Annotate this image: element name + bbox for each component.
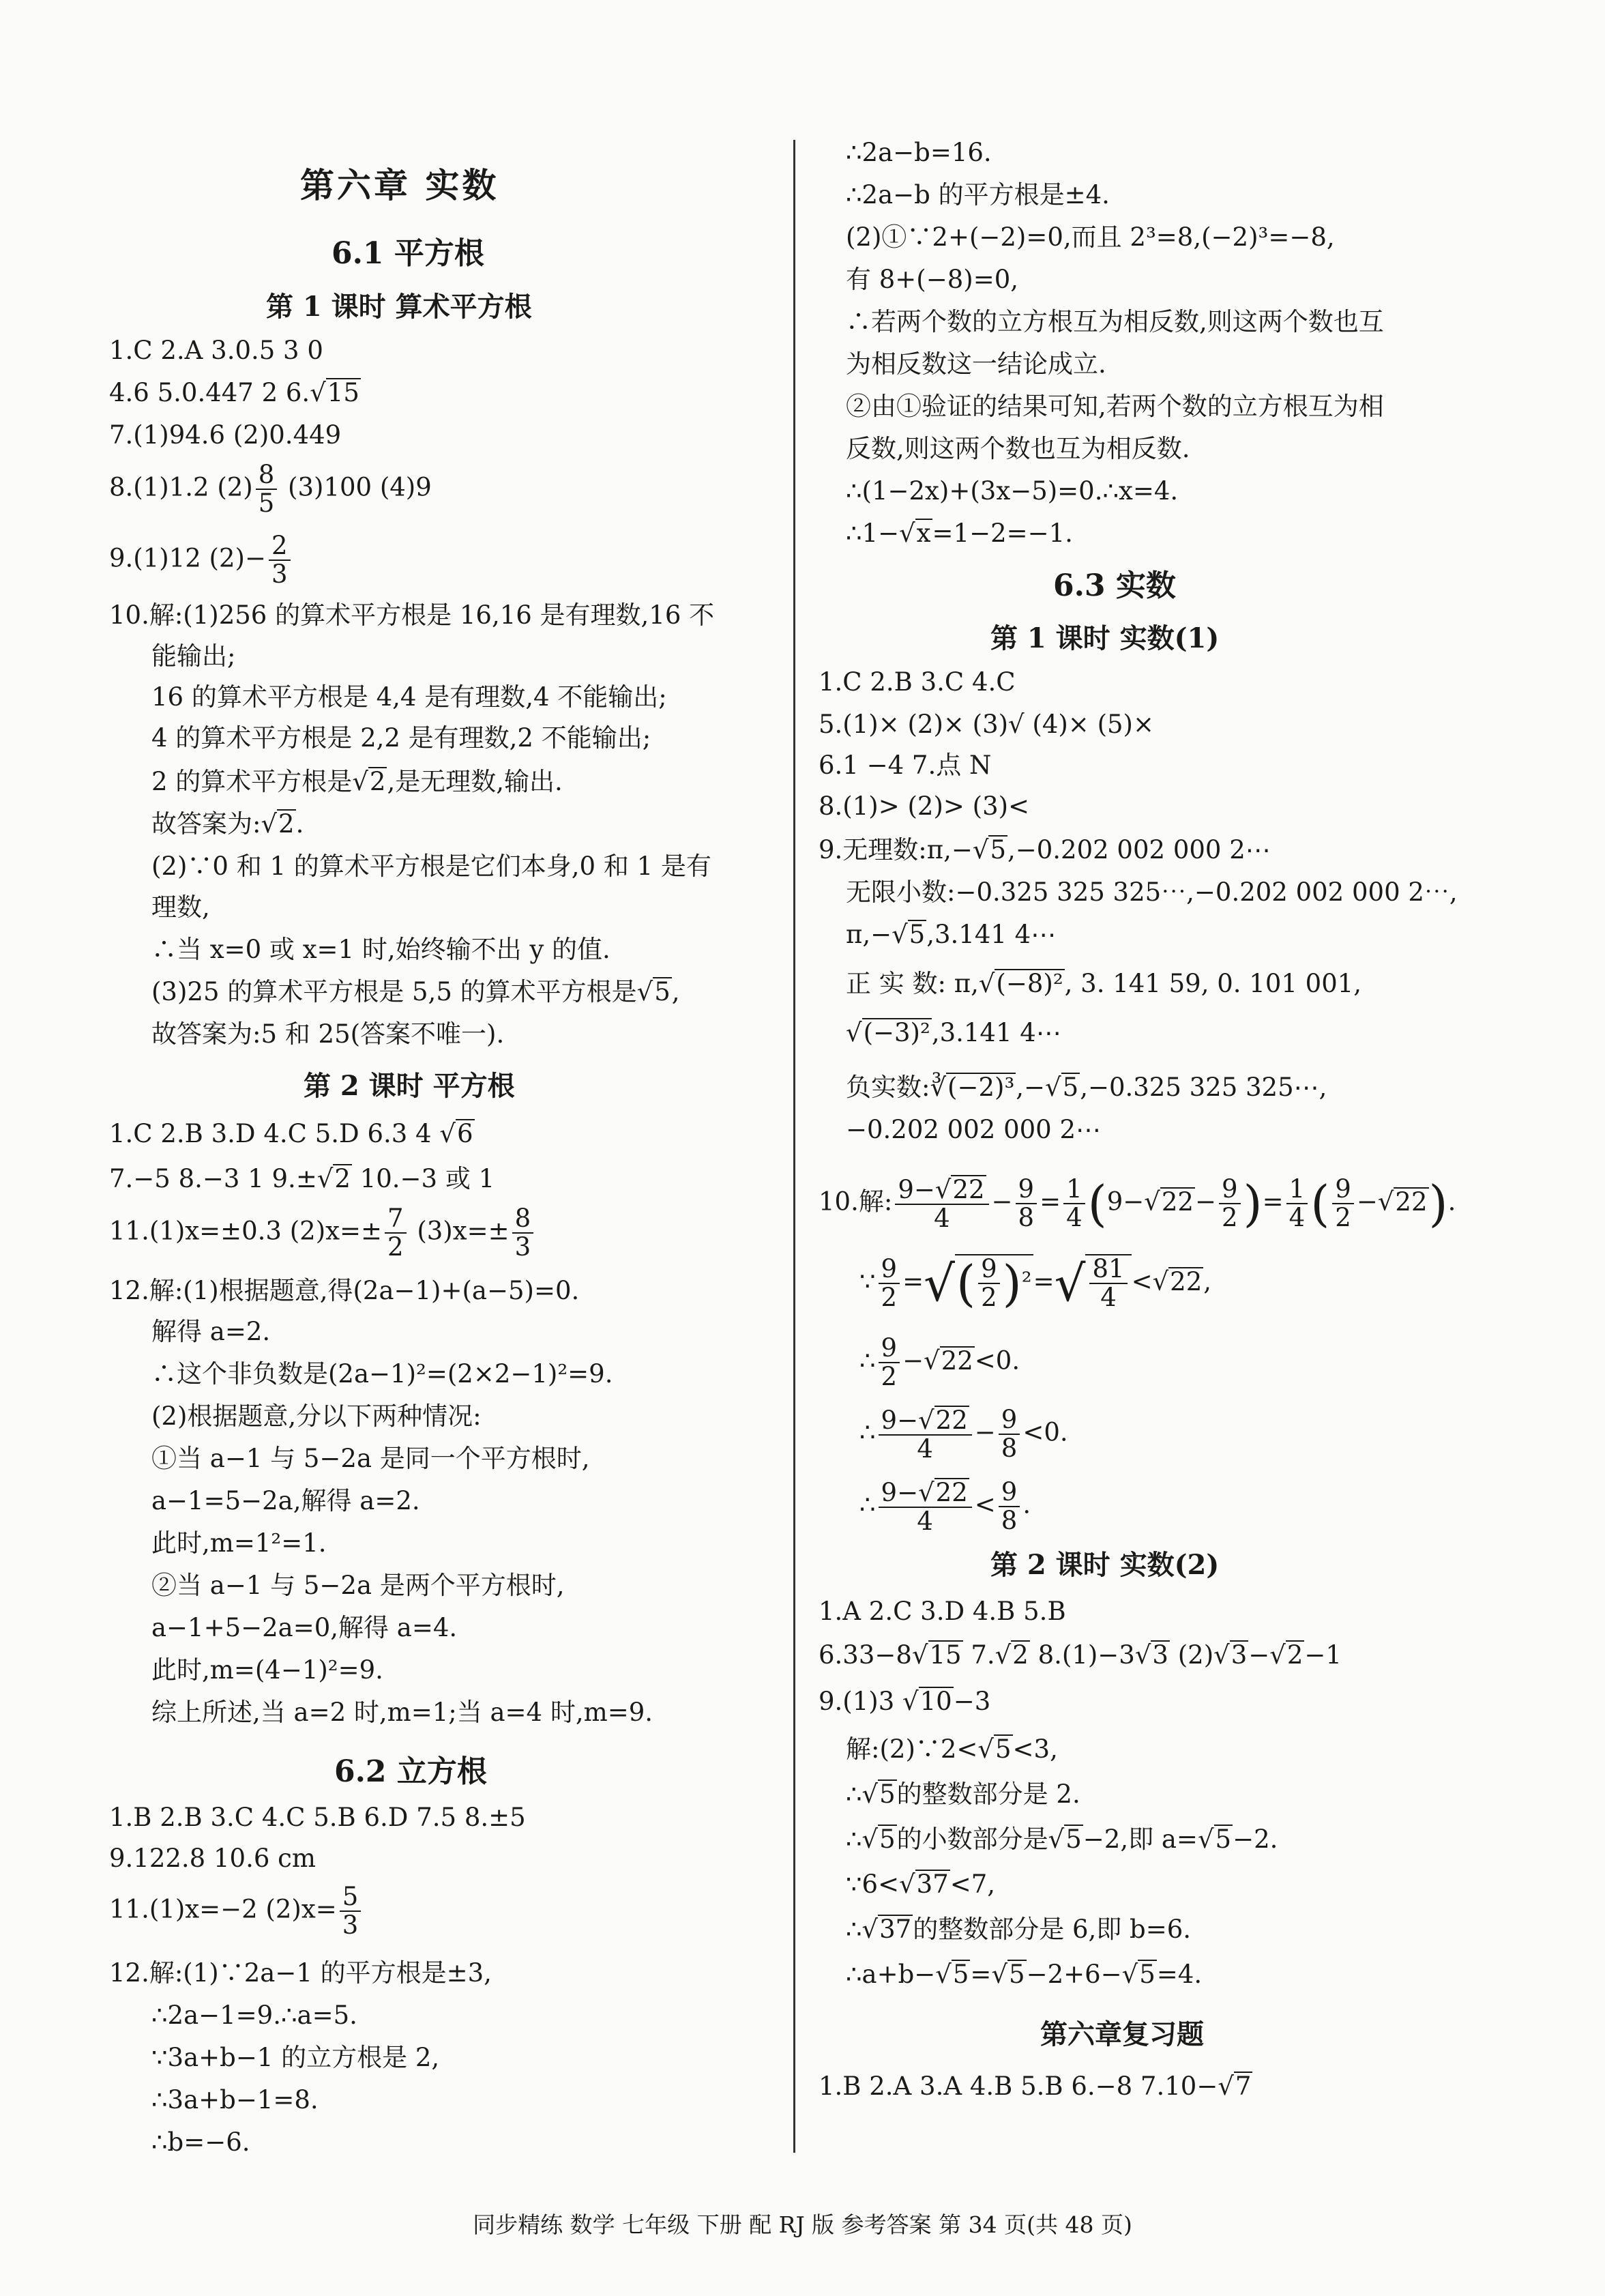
text-line: 解:(2)∵2<√5<3, (846, 1734, 1058, 1764)
page-footer: 同步精练 数学 七年级 下册 配 RJ 版 参考答案 第 34 页(共 48 页) (473, 2211, 1132, 2238)
section-title-6-1: 6.1 平方根 (332, 236, 484, 271)
text-line: ∴1−√x=1−2=−1. (846, 519, 1073, 548)
text-line: (2)∵0 和 1 的算术平方根是它们本身,0 和 1 是有 (151, 852, 711, 881)
text-line: 为相反数这一结论成立. (846, 349, 1106, 379)
answer-line: 9.(1)3 √10−3 (819, 1687, 991, 1716)
text-line: 解得 a=2. (151, 1317, 271, 1346)
text-line: (2)①∵2+(−2)=0,而且 2³=8,(−2)³=−8, (846, 222, 1335, 252)
left-column (0, 0, 791, 2296)
text-line: a−1=5−2a,解得 a=2. (151, 1486, 420, 1515)
text-line: ∵3a+b−1 的立方根是 2, (151, 2043, 440, 2072)
text-line: 16 的算术平方根是 4,4 是有理数,4 不能输出; (151, 682, 667, 712)
lesson-title: 第 2 课时 实数(2) (990, 1549, 1220, 1581)
text-line: ∴当 x=0 或 x=1 时,始终输不出 y 的值. (151, 935, 610, 964)
text-line: 正 实 数: π,√(−8)², 3. 141 59, 0. 101 001, (846, 969, 1362, 998)
text-line: ∴b=−6. (151, 2127, 250, 2157)
answer-line: 6.33−8√15 7.√2 8.(1)−3√3 (2)√3−√2−1 (819, 1640, 1342, 1670)
text-line: ∴2a−b=16. (846, 138, 992, 167)
answer-line: 11.(1)x=±0.3 (2)x=± $\frac{7}{2}$ (3)x=± $\frac{8}{3}$ (109, 1205, 536, 1261)
section-title-6-3: 6.3 实数 (1053, 568, 1176, 603)
math-line: ∴ $\frac{9-√22}{4}$ − $\frac{9}{8}$ <0. (859, 1405, 1068, 1464)
text-line: ∴2a−b 的平方根是±4. (846, 180, 1110, 209)
answer-line: 9.(1)12 (2)− $\frac{2}{3}$ (109, 532, 293, 588)
answer-line: 1.C 2.B 3.C 4.C (819, 667, 1016, 697)
text-line: ∴若两个数的立方根互为相反数,则这两个数也互 (846, 307, 1384, 336)
answer-line: 7.−5 8.−3 1 9.±√2 10.−3 或 1 (109, 1164, 495, 1193)
lesson-title: 第 1 课时 算术平方根 (266, 291, 532, 323)
text-line: ②由①验证的结果可知,若两个数的立方根互为相 (846, 392, 1384, 421)
text-line: √(−3)²,3.141 4⋯ (846, 1018, 1061, 1047)
text-line: 理数, (151, 892, 210, 922)
text-line: (2)根据题意,分以下两种情况: (151, 1401, 482, 1431)
answer-line: 1.B 2.A 3.A 4.B 5.B 6.−8 7.10−√7 (819, 2072, 1252, 2101)
text-line: ①当 a−1 与 5−2a 是同一个平方根时, (151, 1444, 590, 1473)
math-line: ∴ $\frac{9-√22}{4}$ < $\frac{9}{8}$ . (859, 1477, 1031, 1536)
text-line: 此时,m=1²=1. (151, 1528, 327, 1558)
text-line: 综上所述,当 a=2 时,m=1;当 a=4 时,m=9. (151, 1698, 653, 1727)
right-column (798, 0, 1605, 2296)
answer-line: 1.A 2.C 3.D 4.B 5.B (819, 1597, 1066, 1626)
text-line: 负实数:∛(−2)³,−√5,−0.325 325 325⋯, (846, 1073, 1327, 1102)
text-line: 9.无理数:π,−√5,−0.202 002 000 2⋯ (819, 835, 1271, 864)
text-line: 此时,m=(4−1)²=9. (151, 1655, 383, 1685)
text-line: 12.解:(1)∵2a−1 的平方根是±3, (109, 1958, 492, 1988)
answer-line: 1.C 2.A 3.0.5 3 0 (109, 336, 323, 365)
math-line: 10.解: $\frac{9-√22}{4}$ − $\frac{9}{8}$ = $\frac{1}{4}$ (9−√22− $\frac{9}{2}$ )= $\frac{1}{4}$ ( $\frac{9}{2}$ −√22). (819, 1174, 1456, 1233)
lesson-title: 第 2 课时 平方根 (304, 1070, 515, 1102)
answer-line: 9.122.8 10.6 cm (109, 1844, 316, 1873)
text-line: 有 8+(−8)=0, (846, 265, 1019, 294)
text-line: ∴√37的整数部分是 6,即 b=6. (846, 1915, 1192, 1944)
text-line: 故答案为:5 和 25(答案不唯一). (151, 1019, 505, 1049)
answer-line: 8.(1)> (2)> (3)< (819, 791, 1030, 821)
text-line: ∴这个非负数是(2a−1)²=(2×2−1)²=9. (151, 1359, 613, 1389)
math-line: ∵ $\frac{9}{2}$ =√( $\frac{9}{2}$ )²=√ $\frac{81}{4}$ <√22, (859, 1254, 1212, 1312)
text-line: 反数,则这两个数也互为相反数. (846, 434, 1190, 463)
answer-line: 7.(1)94.6 (2)0.449 (109, 420, 342, 450)
text-line: ∴√5的整数部分是 2. (846, 1779, 1080, 1809)
text-line: ②当 a−1 与 5−2a 是两个平方根时, (151, 1571, 565, 1600)
text-line: ∴3a+b−1=8. (151, 2085, 319, 2115)
text-line: 4 的算术平方根是 2,2 是有理数,2 不能输出; (151, 723, 651, 753)
answer-line: 8.(1)1.2 (2) $\frac{8}{5}$ (3)100 (4)9 (109, 460, 432, 518)
text-line: ∴(1−2x)+(3x−5)=0.∴x=4. (846, 476, 1179, 506)
text-line: 无限小数:−0.325 325 325⋯,−0.202 002 000 2⋯, (846, 877, 1458, 907)
section-title-6-2: 6.2 立方根 (334, 1754, 487, 1789)
text-line: ∴a+b−√5=√5−2+6−√5=4. (846, 1960, 1203, 1989)
text-line: 能输出; (151, 641, 236, 671)
text-line: 10.解:(1)256 的算术平方根是 16,16 是有理数,16 不 (109, 600, 715, 630)
column-divider (793, 140, 795, 2153)
text-line: −0.202 002 000 2⋯ (846, 1115, 1101, 1144)
text-line: a−1+5−2a=0,解得 a=4. (151, 1613, 458, 1642)
text-line: 12.解:(1)根据题意,得(2a−1)+(a−5)=0. (109, 1276, 580, 1305)
text-line: ∵6<√37<7, (846, 1870, 996, 1899)
lesson-title: 第 1 课时 实数(1) (990, 622, 1220, 654)
math-line: ∴ $\frac{9}{2}$ −√22<0. (859, 1333, 1020, 1391)
review-title: 第六章复习题 (1040, 2018, 1204, 2050)
answer-line: 6.1 −4 7.点 N (819, 751, 992, 780)
answer-line: 11.(1)x=−2 (2)x= $\frac{5}{3}$ (109, 1883, 364, 1939)
answer-line: 1.B 2.B 3.C 4.C 5.B 6.D 7.5 8.±5 (109, 1803, 526, 1832)
text-line: (3)25 的算术平方根是 5,5 的算术平方根是√5, (151, 977, 680, 1006)
text-line: 2 的算术平方根是√2,是无理数,输出. (151, 767, 563, 796)
answer-line: 1.C 2.B 3.D 4.C 5.D 6.3 4 √6 (109, 1119, 473, 1148)
text-line: 故答案为:√2. (151, 809, 304, 839)
text-line: ∴2a−1=9.∴a=5. (151, 2001, 357, 2030)
answer-line: 4.6 5.0.447 2 6.√15 (109, 378, 359, 407)
answer-line: 5.(1)× (2)× (3)√ (4)× (5)× (819, 710, 1154, 739)
text-line: π,−√5,3.141 4⋯ (846, 920, 1057, 949)
chapter-title: 第六章 实数 (300, 165, 499, 205)
text-line: ∴√5的小数部分是√5−2,即 a=√5−2. (846, 1825, 1278, 1854)
